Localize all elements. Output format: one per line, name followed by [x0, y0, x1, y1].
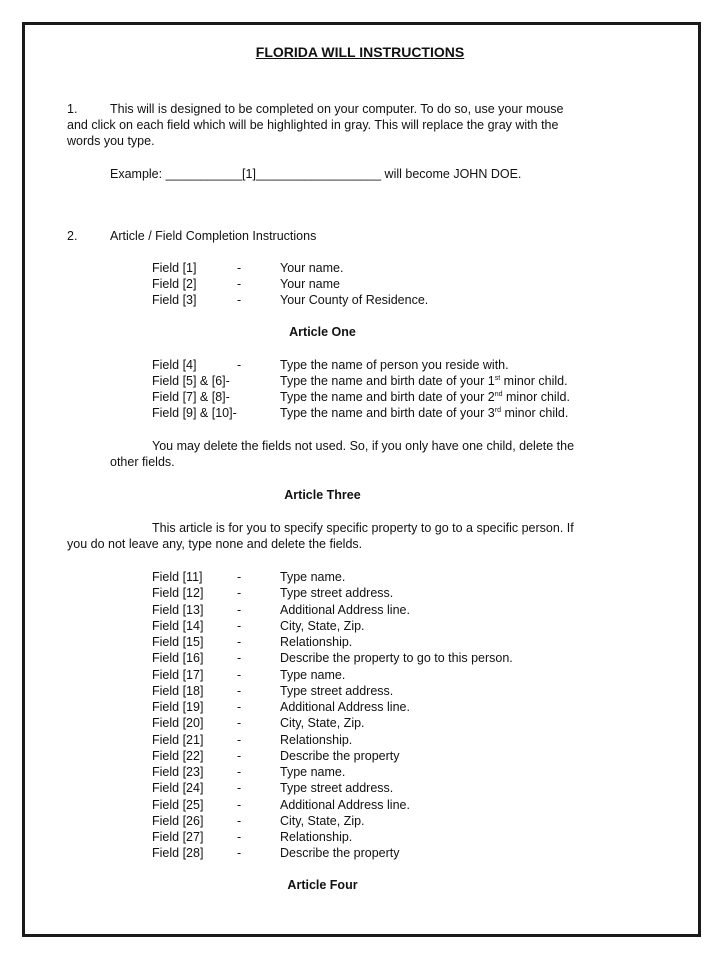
field-dash: -: [237, 846, 242, 861]
article-three-heading: Article Three: [284, 488, 361, 502]
field-label: Field [9] & [10]-: [152, 406, 237, 420]
field-row: [0, 650, 700, 666]
ordinal-suffix: nd: [494, 390, 503, 398]
field-row: [0, 585, 700, 601]
field-description: City, State, Zip.: [280, 716, 365, 731]
field-description: Type name.: [280, 765, 346, 779]
field-description: [280, 389, 570, 405]
field-description: Your name: [280, 277, 340, 291]
field-row: [0, 260, 700, 276]
section-1-line-2: and click on each field which will be highlighted in gray. This will replace the gray with the: [67, 118, 559, 132]
section-2-heading: Article / Field Completion Instructions: [110, 229, 317, 243]
field-row: [0, 292, 700, 308]
field-label: Field [21]: [152, 732, 204, 747]
field-label: Field [22]: [152, 748, 204, 763]
field-label: Field [15]: [152, 635, 204, 649]
field-row: [0, 569, 700, 585]
page-title: FLORIDA WILL INSTRUCTIONS: [255, 44, 465, 60]
field-dash: -: [237, 651, 242, 666]
field-label: Field [26]: [152, 813, 204, 828]
field-description: Additional Address line.: [280, 602, 410, 617]
field-row: [0, 813, 700, 829]
field-description: Type name.: [280, 570, 346, 584]
field-row: [0, 829, 700, 845]
field-dash: -: [237, 781, 242, 796]
field-row: [0, 748, 700, 764]
field-dash: -: [237, 667, 242, 682]
field-description: [280, 357, 509, 373]
field-description-tail: minor child.: [502, 390, 570, 404]
field-row: [0, 405, 700, 421]
field-dash: -: [237, 635, 242, 649]
field-dash: -: [237, 261, 242, 275]
field-description: Your County of Residence.: [280, 293, 429, 307]
field-label: Field [13]: [152, 602, 204, 617]
article-one-note-line-1: You may delete the fields not used. So, if you only have one child, delete the: [152, 439, 575, 453]
field-row: [0, 634, 700, 650]
field-row: [0, 764, 700, 780]
field-row: [0, 602, 700, 618]
field-description: Additional Address line.: [280, 700, 410, 714]
article-one-heading: Article One: [289, 325, 356, 339]
field-dash: -: [237, 277, 242, 291]
field-row: [0, 276, 700, 292]
field-description: Your name.: [280, 261, 344, 275]
field-dash: -: [237, 358, 242, 372]
field-dash: -: [237, 797, 242, 812]
section-1-number: 1.: [67, 102, 78, 116]
field-dash: -: [237, 732, 242, 747]
field-label: Field [11]: [152, 570, 203, 584]
field-dash: -: [237, 618, 242, 633]
field-label: Field [18]: [152, 683, 204, 698]
section-1-line-3: words you type.: [67, 134, 155, 148]
field-description-text: Type the name and birth date of your 1: [280, 374, 495, 388]
field-label: Field [25]: [152, 797, 204, 812]
field-row: [0, 780, 700, 796]
field-label: Field [27]: [152, 830, 204, 844]
field-description: Type name.: [280, 667, 346, 682]
field-dash: -: [237, 813, 242, 828]
field-label: Field [1]: [152, 261, 197, 275]
field-row: [0, 667, 700, 683]
field-description-tail: minor child.: [500, 374, 568, 388]
field-label: Field [7] & [8]-: [152, 390, 230, 404]
field-dash: -: [237, 700, 242, 714]
field-dash: -: [237, 765, 242, 779]
field-description: [280, 405, 568, 421]
field-label: Field [4]: [152, 358, 197, 372]
example-line: Example: ___________[1]__________________ will become JOHN DOE.: [110, 167, 522, 181]
article-one-note-line-2: other fields.: [110, 455, 175, 469]
field-label: Field [5] & [6]-: [152, 374, 230, 388]
field-label: Field [23]: [152, 765, 204, 779]
field-description: Describe the property: [280, 846, 400, 861]
field-dash: -: [237, 683, 242, 698]
ordinal-suffix: st: [494, 374, 501, 382]
field-label: Field [2]: [152, 277, 197, 291]
field-description-tail: minor child.: [500, 406, 569, 420]
field-description: Relationship.: [280, 635, 353, 649]
field-dash: -: [237, 586, 242, 601]
field-row: [0, 845, 700, 861]
field-description-text: Type the name and birth date of your 2: [280, 390, 495, 404]
field-description: City, State, Zip.: [280, 618, 365, 633]
field-dash: -: [237, 602, 242, 617]
field-label: Field [14]: [152, 618, 204, 633]
field-row: [0, 389, 700, 405]
field-description: City, State, Zip.: [280, 813, 365, 828]
field-row: [0, 797, 700, 813]
field-dash: -: [237, 716, 242, 731]
section-1-line-1: This will is designed to be completed on your computer. To do so, use your mouse: [110, 102, 564, 116]
article-four-heading: Article Four: [287, 878, 358, 892]
field-description: Describe the property to go to this person.: [280, 651, 513, 666]
field-row: [0, 699, 700, 715]
field-description: Type street address.: [280, 683, 394, 698]
field-description: Type street address.: [280, 586, 394, 601]
field-label: Field [16]: [152, 651, 204, 666]
field-dash: -: [237, 570, 242, 584]
field-description: [280, 373, 568, 389]
field-description: Additional Address line.: [280, 797, 410, 812]
field-row: [0, 357, 700, 373]
field-row: [0, 732, 700, 748]
field-label: Field [24]: [152, 781, 204, 796]
field-dash: -: [237, 293, 242, 307]
field-description: Describe the property: [280, 748, 400, 763]
field-label: Field [28]: [152, 846, 204, 861]
field-label: Field [19]: [152, 700, 204, 714]
section-2-number: 2.: [67, 229, 78, 243]
field-description-text: Type the name of person you reside with.: [280, 358, 509, 372]
field-label: Field [12]: [152, 586, 204, 601]
field-label: Field [17]: [152, 667, 204, 682]
field-dash: -: [237, 830, 242, 844]
field-row: [0, 618, 700, 634]
article-three-intro-line-1: This article is for you to specify specific property to go to a specific person. If: [152, 521, 574, 535]
article-three-intro-line-2: you do not leave any, type none and delete the fields.: [67, 537, 363, 551]
field-label: Field [20]: [152, 716, 204, 731]
field-description: Relationship.: [280, 732, 353, 747]
field-description-text: Type the name and birth date of your 3: [280, 406, 495, 420]
field-description: Relationship.: [280, 830, 353, 844]
field-row: [0, 683, 700, 699]
field-row: [0, 373, 700, 389]
field-label: Field [3]: [152, 293, 197, 307]
field-row: [0, 715, 700, 731]
field-dash: -: [237, 748, 242, 763]
ordinal-suffix: rd: [494, 406, 501, 414]
field-description: Type street address.: [280, 781, 394, 796]
